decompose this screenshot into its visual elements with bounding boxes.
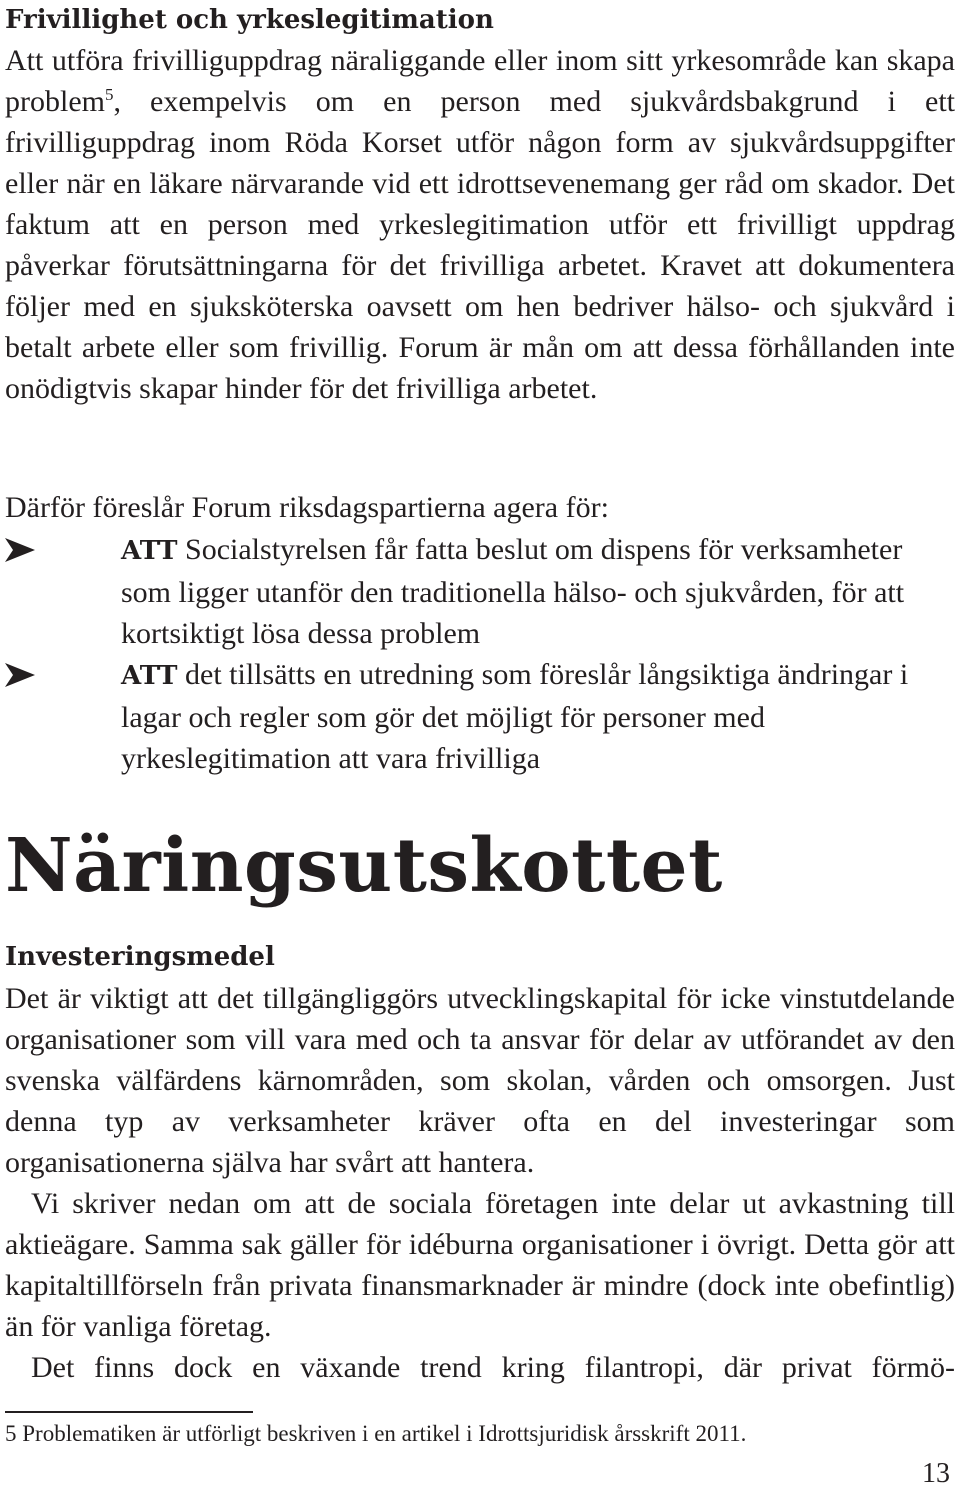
list-item-text xyxy=(121,533,904,650)
section-paragraph: Det finns dock en växande trend kring filantropi, där privat förmö- xyxy=(31,1351,955,1384)
list-item-text xyxy=(121,658,908,775)
arrowhead-bullet-icon xyxy=(5,538,35,562)
section-title: Frivillighet och yrkeslegitimation xyxy=(5,5,494,35)
section-title: Investeringsmedel xyxy=(5,942,275,972)
list-item xyxy=(5,529,927,654)
footnote-reference[interactable]: 5 xyxy=(104,85,114,104)
list-item xyxy=(5,654,927,779)
section-paragraph: Vi skriver nedan om att de sociala företagen inte delar ut avkastning till aktieägare. Samma sak gäller för idéburna organisationer i övrigt. Detta gör att kapitaltillförseln från privata finansmarknader är mindre (dock inte obefintlig) än för vanliga företag. xyxy=(5,1187,955,1343)
paragraph-text-rest: , exempelvis om en person med sjukvårdsbakgrund i ett frivilliguppdrag inom Röda Korset utför någon form av sjukvårdsuppgifter eller när en läkare närvarande vid ett idrottsevenemang ger råd om skador. Det faktum att en person med yrkeslegitimation utför ett frivilligt uppdrag påverkar förutsättningarna för det frivilliga arbetet. Kravet att dokumentera följer med en sjuksköterska oavsett om hen bedriver hälso- och sjukvård i betalt arbete eller som frivillig. Forum är mån om att dessa förhållanden inte onödigtvis skapar hinder för det frivilliga arbetet. xyxy=(5,85,955,405)
section-body xyxy=(5,978,955,1388)
section-paragraph: Det är viktigt att det tillgängliggörs utvecklingskapital för icke vinstutdelande organisationer som vill vara med och ta ansvar för delar av utförandet av den svenska välfärdens kärnområden, som skolan, vården och omsorgen. Just denna typ av verksamheter kräver ofta en del investeringar som organisationerna själva har svårt att hantera. xyxy=(5,982,955,1179)
paragraph-text-start: Att utföra frivilliguppdrag näraliggande eller inom sitt yrkesområde kan skapa problem xyxy=(5,44,955,118)
page-number: 13 xyxy=(922,1458,950,1489)
proposal-list xyxy=(5,529,955,779)
footnote-divider xyxy=(5,1411,253,1413)
proposal-intro: Därför föreslår Forum riksdagspartierna agera för: xyxy=(5,491,609,524)
list-item-lead: ATT xyxy=(121,661,178,691)
list-item-lead: ATT xyxy=(121,536,178,566)
list-item-body: Socialstyrelsen får fatta beslut om dispens för verksamheter som ligger utanför den traditionella hälso- och sjukvården, för att kortsiktigt lösa dessa problem xyxy=(121,533,905,650)
list-item-body: det tillsätts en utredning som föreslår långsiktiga ändringar i lagar och regler som gör det möjligt för personer med yrkeslegitimation att vara frivilliga xyxy=(121,658,909,775)
footnote: 5 Problematiken är utförligt beskriven i en artikel i Idrottsjuridisk årsskrift 2011. xyxy=(5,1421,747,1446)
arrowhead-bullet-icon xyxy=(5,663,35,687)
section-paragraph xyxy=(5,40,955,409)
chapter-heading: Näringsutskottet xyxy=(5,823,723,909)
